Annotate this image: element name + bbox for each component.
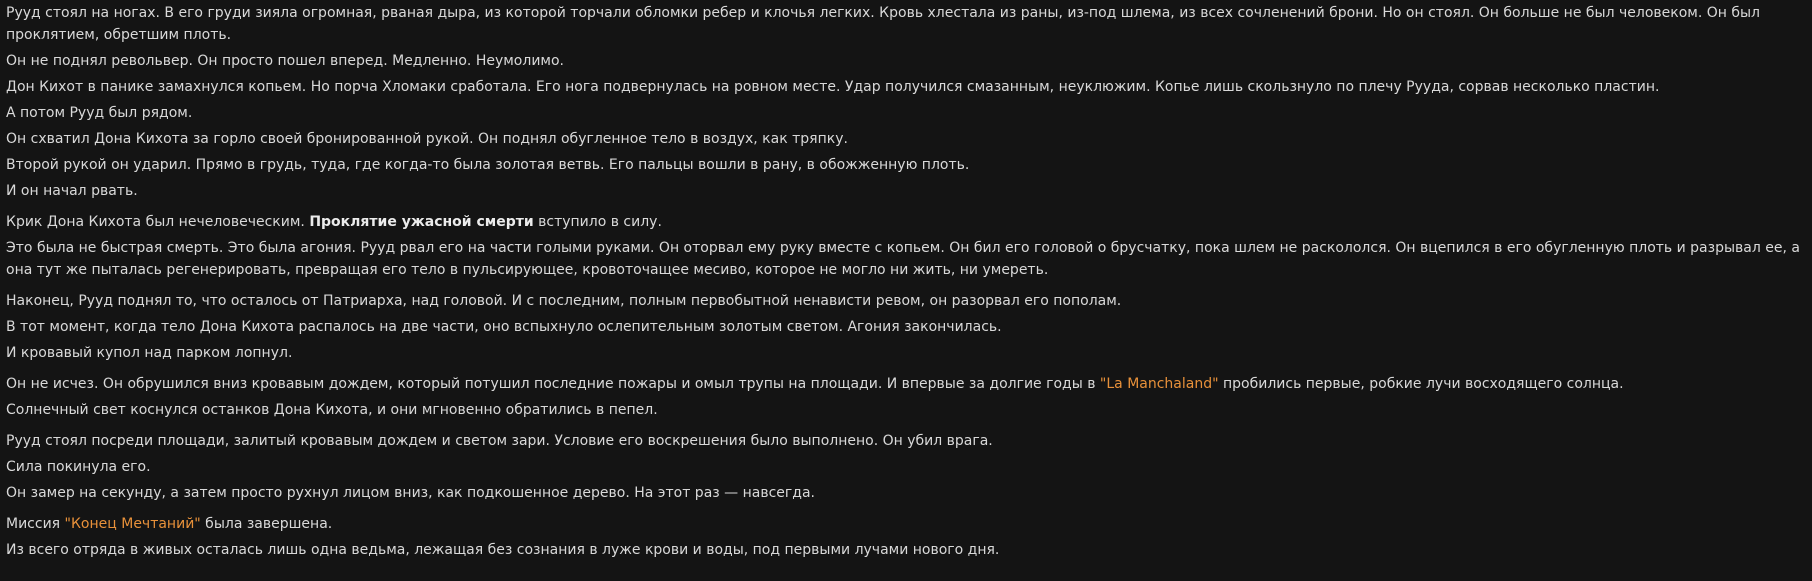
paragraph: Рууд стоял на ногах. В его груди зияла огромная, рваная дыра, из которой торчали обломки ребер и клочья легких. Кровь хлестала из раны, из-под шлема, из всех сочленений брони. Но он стоял. Он больше не был человеком. Он был проклятием, обретшим плоть. bbox=[6, 5, 1760, 43]
paragraph: В тот момент, когда тело Дона Кихота распалось на две части, оно вспыхнуло ослепительным золотым светом. Агония закончилась. bbox=[6, 319, 1002, 335]
paragraph-text: Крик Дона Кихота был нечеловеческим. bbox=[6, 214, 310, 230]
paragraph: Он схватил Дона Кихота за горло своей бронированной рукой. Он поднял обугленное тело в воздух, как тряпку. bbox=[6, 131, 848, 147]
paragraph bbox=[6, 373, 1806, 395]
paragraph-text: Миссия bbox=[6, 516, 65, 532]
paragraph: Рууд стоял посреди площади, залитый кровавым дождем и светом зари. Условие его воскрешения было выполнено. Он убил врага. bbox=[6, 433, 993, 449]
curse-name: Проклятие ужасной смерти bbox=[309, 214, 534, 230]
paragraph: Это была не быстрая смерть. Это была агония. Рууд рвал его на части голыми руками. Он оторвал ему руку вместе с копьем. Он бил его головой о брусчатку, пока шлем не раскололся. Он вцепился в его обугленную плоть и разрывал ее, а она тут же пыталась регенерировать, превращая его тело в пульсирующее, кровоточащее месиво, которое не могло ни жить, ни умереть. bbox=[6, 240, 1800, 278]
paragraph-text: Он не исчез. Он обрушился вниз кровавым дождем, который потушил последние пожары и омыл трупы на площади. И впервые за долгие годы в bbox=[6, 376, 1100, 392]
paragraph: А потом Рууд был рядом. bbox=[6, 105, 193, 121]
paragraph: И он начал рвать. bbox=[6, 183, 138, 199]
paragraph-text: пробились первые, робкие лучи восходящего солнца. bbox=[1218, 376, 1624, 392]
paragraph: И кровавый купол над парком лопнул. bbox=[6, 345, 293, 361]
paragraph: Наконец, Рууд поднял то, что осталось от Патриарха, над головой. И с последним, полным первобытной ненависти ревом, он разорвал его пополам. bbox=[6, 293, 1122, 309]
paragraph-text: вступило в силу. bbox=[533, 214, 662, 230]
paragraph: Сила покинула его. bbox=[6, 459, 151, 475]
paragraph bbox=[6, 513, 1806, 535]
paragraph-text: была завершена. bbox=[200, 516, 333, 532]
paragraph: Он не поднял револьвер. Он просто пошел вперед. Медленно. Неумолимо. bbox=[6, 53, 564, 69]
paragraph: Он замер на секунду, а затем просто рухнул лицом вниз, как подкошенное дерево. На этот раз — навсегда. bbox=[6, 485, 815, 501]
location-name: "La Manchaland" bbox=[1099, 376, 1219, 392]
paragraph bbox=[6, 211, 1806, 233]
paragraph: Дон Кихот в панике замахнулся копьем. Но порча Хломаки сработала. Его нога подвернулась на ровном месте. Удар получился смазанным, неуклюжим. Копье лишь скользнуло по плечу Рууда, сорвав несколько пластин. bbox=[6, 79, 1660, 95]
paragraph: Солнечный свет коснулся останков Дона Кихота, и они мгновенно обратились в пепел. bbox=[6, 402, 658, 418]
mission-name: "Конец Мечтаний" bbox=[64, 516, 201, 532]
paragraph: Второй рукой он ударил. Прямо в грудь, туда, где когда-то была золотая ветвь. Его пальцы вошли в рану, в обожженную плоть. bbox=[6, 157, 970, 173]
paragraph: Из всего отряда в живых осталась лишь одна ведьма, лежащая без сознания в луже крови и воды, под первыми лучами нового дня. bbox=[6, 542, 1000, 558]
